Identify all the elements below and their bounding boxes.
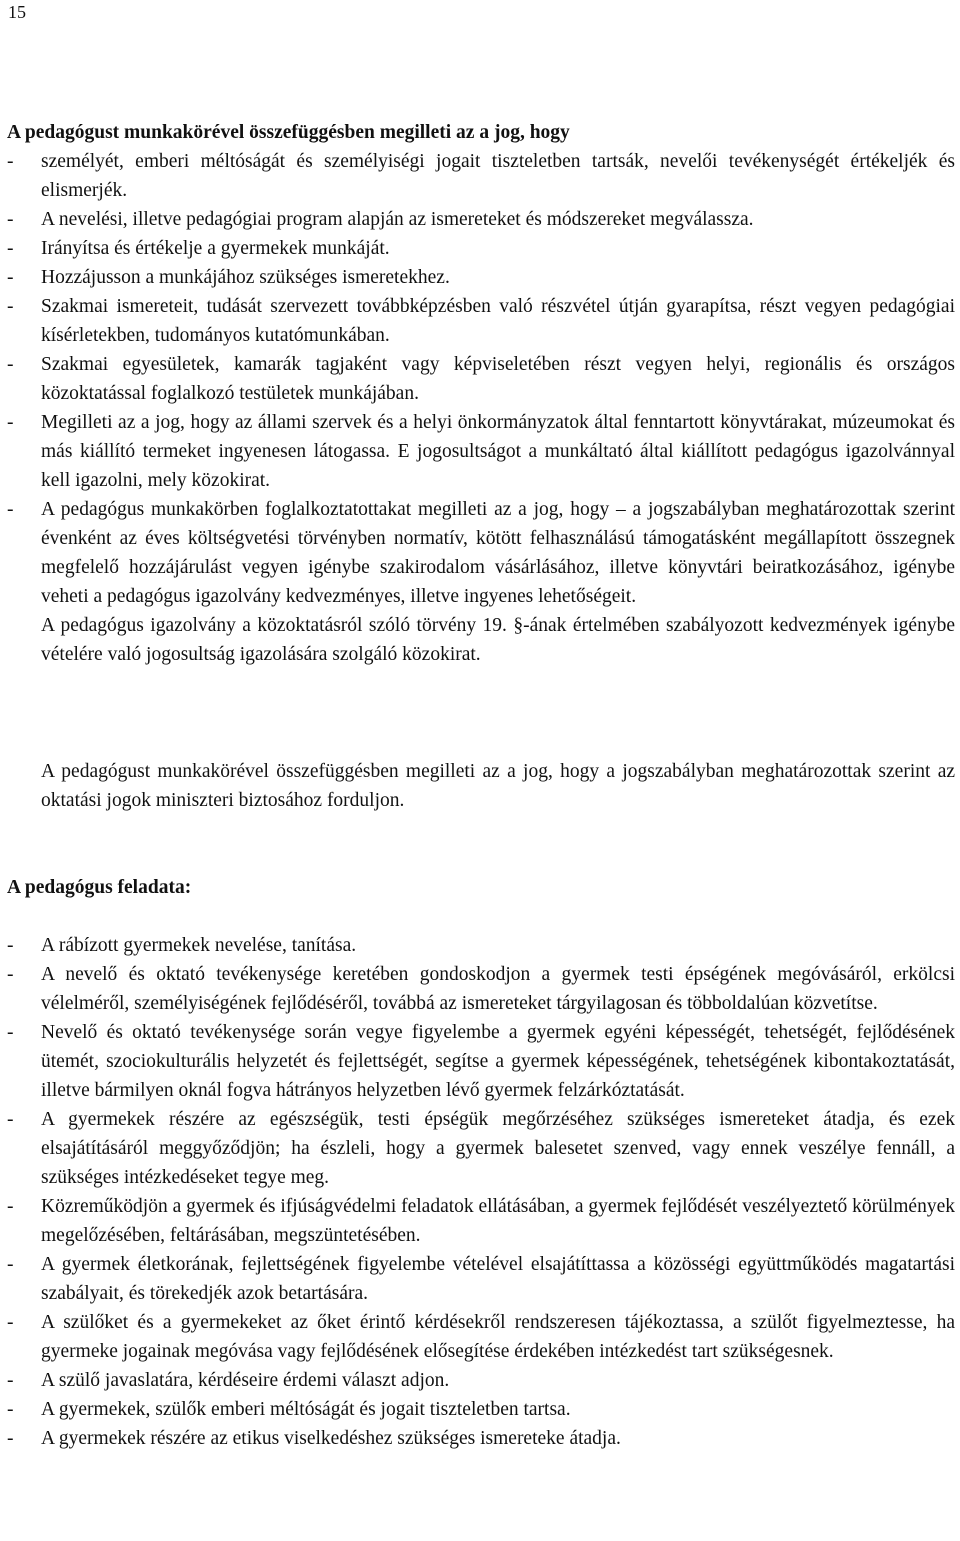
list-item-text: - A pedagógus munkakörben foglalkoztatottakat megilleti az a jog, hogy – a jogszabályban meghatározottak szerint évenként az éves költségvetési törvényben normatív, kötött felhasználású támogatásként megállapított összegnek megfelelő hozzájárulást vegyen igénybe szakirodalom vásárlásához, illetve könyvtári beiratkozásához, igénybe veheti a pedagógus igazolvány kedvezményes, illetve ingyenes lehetőségeit.: [41, 499, 955, 607]
rights-heading: A pedagógust munkakörével összefüggésben megilleti az a jog, hogy: [7, 122, 570, 143]
list-item: - A nevelő és oktató tevékenysége keretében gondoskodjon a gyermek testi épségének megóvásáról, erkölcsi vélelméről, személyiségének fejlődéséről, továbbá az ismereteket tárgyilagosan és többoldalúan közvetítse.: [7, 960, 955, 1018]
list-item: - A szülőket és a gyermekeket az őket érintő kérdésekről rendszeresen tájékoztassa, a szülőt figyelmeztesse, ha gyermeke jogainak megóvása vagy fejlődésének elősegítése érdekében intézkedést tart szükségesnek.: [7, 1308, 955, 1366]
list-item: - Nevelő és oktató tevékenysége során vegye figyelembe a gyermek egyéni képességét, tehetségét, fejlődésének ütemét, szociokulturális helyzetét és fejlettségét, segítse a gyermek képességének, tehetségének kibontakoztatását, illetve bármilyen oknál fogva hátrányos helyzetben lévő gyermek felzárkóztatását.: [7, 1018, 955, 1105]
rights-section: [7, 118, 955, 669]
list-item: - Szakmai ismereteit, tudását szervezett továbbképzésben való részvétel útján gyarapítsa, részt vegyen pedagógiai kísérletekben, tudományos kutatómunkában.: [7, 292, 955, 350]
list-item: - A rábízott gyermekek nevelése, tanítása.: [7, 931, 955, 960]
ombudsman-paragraph: A pedagógust munkakörével összefüggésben megilleti az a jog, hogy a jogszabályban meghatározottak szerint az oktatási jogok miniszteri biztosához forduljon.: [41, 761, 955, 811]
list-item: - Szakmai egyesületek, kamarák tagjaként vagy képviseletében részt vegyen helyi, regionális és országos közoktatással foglalkozó testületek munkájában.: [7, 350, 955, 408]
list-item-continuation: A pedagógus igazolvány a közoktatásról szóló törvény 19. §-ának értelmében szabályozott kedvezmények igénybe vételére való jogosultság igazolására szolgáló közokirat.: [41, 615, 955, 665]
duties-list: [7, 931, 955, 1453]
list-item: - Megilleti az a jog, hogy az állami szervek és a helyi önkormányzatok által fenntartott könyvtárakat, múzeumokat és más kiállító termeket ingyenesen látogassa. E jogosultságot a munkáltató által kiállított pedagógus igazolvánnyal kell igazolni, mely közokirat.: [7, 408, 955, 495]
list-item: - Irányítsa és értékelje a gyermekek munkáját.: [7, 234, 955, 263]
list-item: [7, 495, 955, 669]
page-number: 15: [8, 2, 26, 22]
list-item: - Hozzájusson a munkájához szükséges ismeretekhez.: [7, 263, 955, 292]
ombudsman-paragraph-block: [7, 757, 955, 815]
duties-section: [7, 873, 955, 1453]
list-item: - A gyermekek részére az etikus viselkedéshez szükséges ismereteke átadja.: [7, 1424, 955, 1453]
list-item: - A gyermek életkorának, fejlettségének figyelembe vételével elsajátíttassa a közösségi együttműködés magatartási szabályait, és törekedjék azok betartására.: [7, 1250, 955, 1308]
list-item: - A gyermekek részére az egészségük, testi épségük megőrzéséhez szükséges ismereteket átadja, és ezek elsajátításáról meggyőződjön; ha észleli, hogy a gyermek balesetet szenved, vagy ennek veszélye fennáll, a szükséges intézkedéseket tegye meg.: [7, 1105, 955, 1192]
list-item: - személyét, emberi méltóságát és személyiségi jogait tiszteletben tartsák, nevelői tevékenységét értékeljék és elismerjék.: [7, 147, 955, 205]
rights-list: [7, 147, 955, 669]
list-item: - Közreműködjön a gyermek és ifjúságvédelmi feladatok ellátásában, a gyermek fejlődését veszélyeztető körülmények megelőzésében, feltárásában, megszüntetésében.: [7, 1192, 955, 1250]
duties-heading: A pedagógus feladata:: [7, 877, 192, 898]
list-item: - A gyermekek, szülők emberi méltóságát és jogait tiszteletben tartsa.: [7, 1395, 955, 1424]
list-item: - A nevelési, illetve pedagógiai program alapján az ismereteket és módszereket megválassza.: [7, 205, 955, 234]
list-item: - A szülő javaslatára, kérdéseire érdemi választ adjon.: [7, 1366, 955, 1395]
